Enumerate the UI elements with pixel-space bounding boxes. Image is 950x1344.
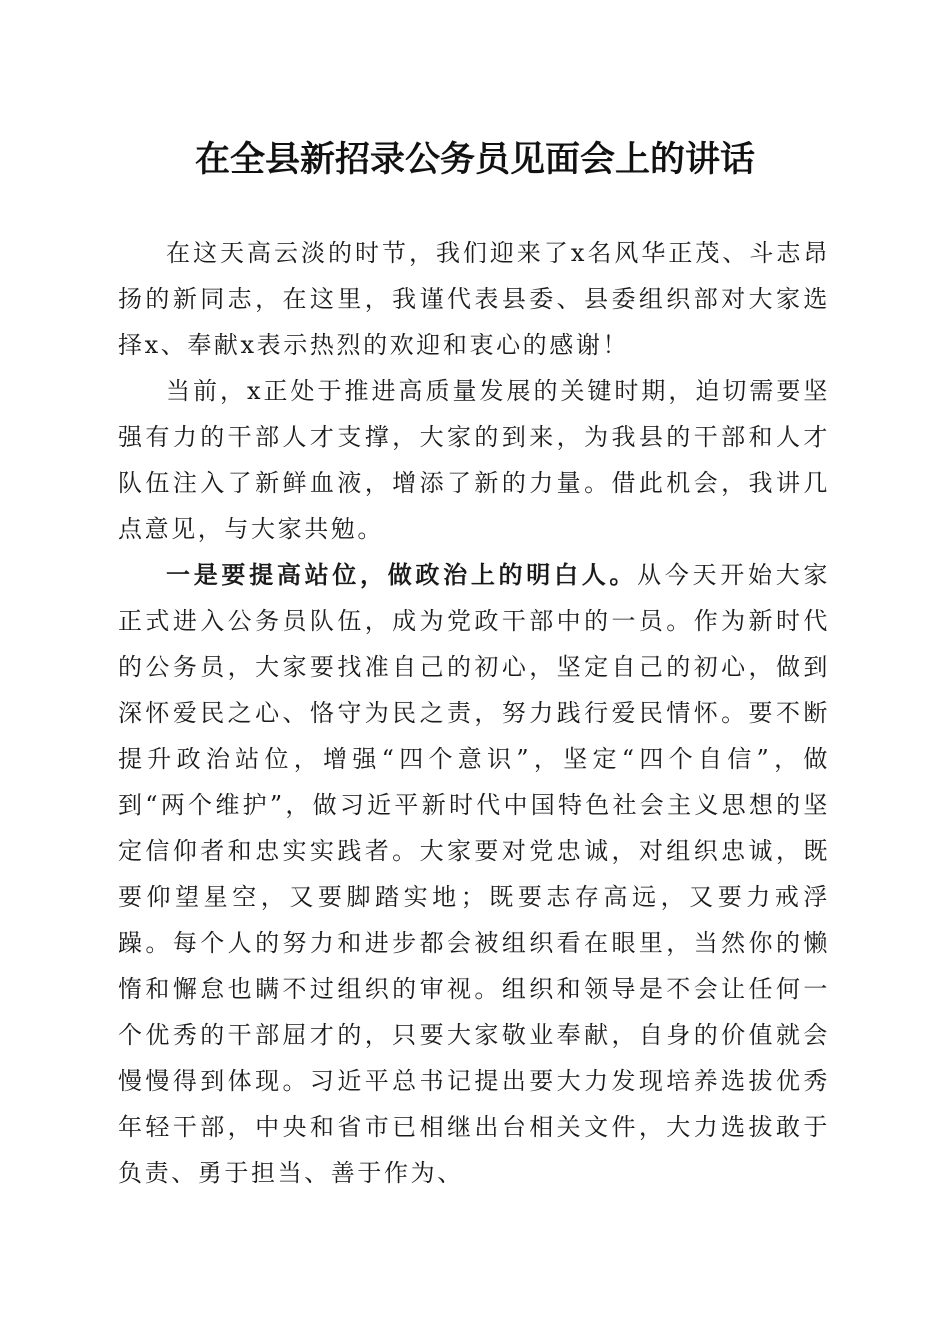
paragraph-2-text: 当前，x正处于推进高质量发展的关键时期，迫切需要坚强有力的干部人才支撑，大家的到来，为我县的干部和人才队伍注入了新鲜血液，增添了新的力量。借此机会，我讲几点意见，与大家共勉。 bbox=[118, 377, 830, 543]
paragraph-1-text: 在这天高云淡的时节，我们迎来了x名风华正茂、斗志昂扬的新同志，在这里，我谨代表县委、县委组织部对大家选择x、奉献x表示热烈的欢迎和衷心的感谢！ bbox=[118, 239, 830, 359]
paragraph-1 bbox=[118, 230, 830, 368]
document-title: 在全县新招录公务员见面会上的讲话 bbox=[194, 139, 755, 180]
paragraph-2 bbox=[118, 368, 830, 552]
paragraph-3-lead: 一是要提高站位，做政治上的明白人。 bbox=[166, 560, 638, 589]
paragraph-3-text: 从今天开始大家正式进入公务员队伍，成为党政干部中的一员。作为新时代的公务员，大家要找准自己的初心，坚定自己的初心，做到深怀爱民之心、恪守为民之责，努力践行爱民情怀。要不断提升政治站位，增强“四个意识”，坚定“四个自信”，做到“两个维护”，做习近平新时代中国特色社会主义思想的坚定信仰者和忠实实践者。大家要对党忠诚，对组织忠诚，既要仰望星空，又要脚踏实地；既要志存高远，又要力戒浮躁。每个人的努力和进步都会被组织看在眼里，当然你的懒惰和懈怠也瞒不过组织的审视。组织和领导是不会让任何一个优秀的干部屈才的，只要大家敬业奉献，自身的价值就会慢慢得到体现。习近平总书记提出要大力发现培养选拔优秀年轻干部，中央和省市已相继出台相关文件，大力选拔敢于负责、勇于担当、善于作为、 bbox=[118, 561, 831, 1187]
document-body bbox=[118, 230, 830, 1196]
paragraph-3 bbox=[118, 552, 830, 1196]
